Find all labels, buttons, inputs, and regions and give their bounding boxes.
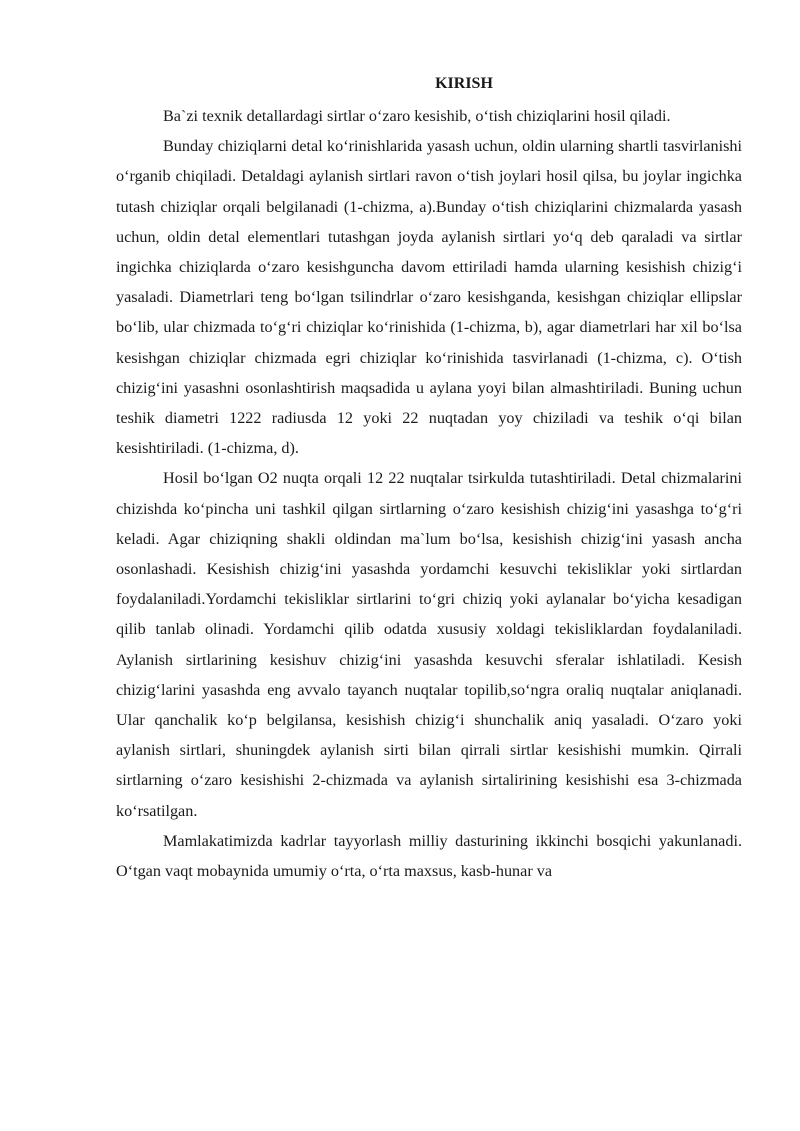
paragraph-4: Mamlakatimizda kadrlar tayyorlash milliy dasturining ikkinchi bosqichi yakunlanadi. O‘tgan vaqt mobaynida umumiy o‘rta, o‘rta maxsus, kasb-hunar va <box>116 831 742 881</box>
page-title: KIRISH <box>435 75 493 92</box>
paragraph-1: Ba`zi texnik detallardagi sirtlar o‘zaro kesishib, o‘tish chiziqlarini hosil qiladi. <box>163 107 671 125</box>
paragraph-3: Hosil bo‘lgan O2 nuqta orqali 12 22 nuqtalar tsirkulda tutashtiriladi. Detal chizmalarini chizishda ko‘pincha uni tashkil qilgan sirtlarning o‘zaro kesishish chizig‘ini yasashga to‘g‘ri keladi. Agar chiziqning shakli oldindan ma`lum bo‘lsa, kesishish chizig‘ini yasash ancha osonlashadi. Kesishish chizig‘ini yasashda yordamchi kesuvchi tekisliklar yoki sirtlardan foydalaniladi.Yordamchi tekisliklar sirtlarini to‘gri chiziq yoki aylanalar bo‘yicha kesadigan qilib tanlab olinadi. Yordamchi qilib odatda xususiy xoldagi tekisliklardan foydalaniladi. Aylanish sirtlarining kesishuv chizig‘ini yasashda kesuvchi sferalar ishlatiladi. Kesish chizig‘larini yasashda eng avvalo tayanch nuqtalar topilib,so‘ngra oraliq nuqtalar aniqlanadi. Ular qanchalik ko‘p belgilansa, kesishish chizig‘i shunchalik aniq yasaladi. O‘zaro yoki aylanish sirtlari, shuningdek aylanish sirti bilan qirrali sirtlar kesishishi mumkin. Qirrali sirtlarning o‘zaro kesishishi 2-chizmada va aylanish sirtalirining kesishishi esa 3-chizmada ko‘rsatilgan. <box>116 469 742 820</box>
paragraph-2: Bunday chiziqlarni detal ko‘rinishlarida yasash uchun, oldin ularning shartli tasvirlanishi o‘rganib chiqiladi. Detaldagi aylanish sirtlari ravon o‘tish joylari hosil qilsa, bu joylar ingichka tutash chiziqlar orqali belgilanadi (1-chizma, a).Bunday o‘tish chiziqlarini chizmalarda yasash uchun, oldin detal elementlari tutashgan joyda aylanish sirtlari yo‘q deb qaraladi va sirtlar ingichka chiziqlarda o‘zaro kesishguncha davom ettiriladi hamda ularning kesishish chizig‘i yasaladi. Diametrlari teng bo‘lgan tsilindrlar o‘zaro kesishganda, kesishgan chiziqlar ellipslar bo‘lib, ular chizmada to‘g‘ri chiziqlar ko‘rinishida (1-chizma, b), agar diametrlari har xil bo‘lsa kesishgan chiziqlar chizmada egri chiziqlar ko‘rinishida tasvirlanadi (1-chizma, c). O‘tish chizig‘ini yasashni osonlashtirish maqsadida u aylana yoyi bilan almashtiriladi. Buning uchun teshik diametri 1222 radiusda 12 yoki 22 nuqtadan yoy chiziladi va teshik o‘qi bilan kesishtiriladi. (1-chizma, d). <box>116 137 742 458</box>
